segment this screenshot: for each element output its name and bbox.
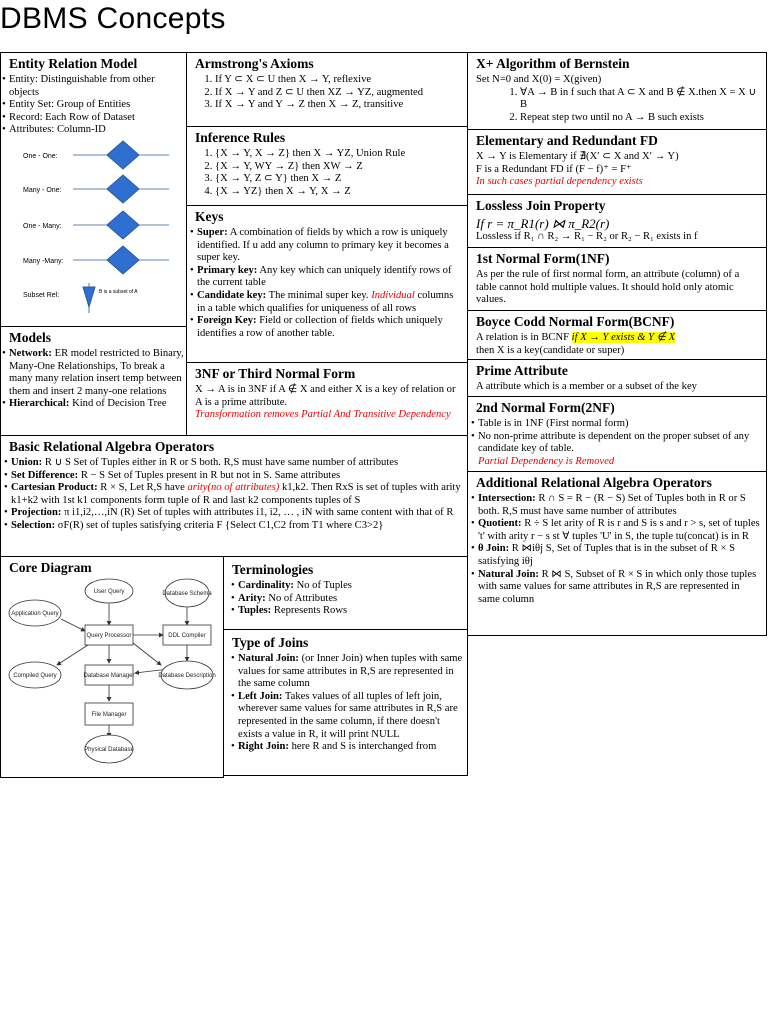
bcnf-highlight: if X → Y exists & Y ∉ X: [571, 332, 676, 343]
armstrong-heading: Armstrong's Axioms: [195, 56, 314, 71]
core-diagram: [1, 577, 223, 777]
elementary-line: F is a Redundant FD if (F − f)⁺ = F⁺: [476, 163, 632, 175]
relalg-item: • Selection: σF(R) set of tuples satisfying criteria F {Select C1,C2 from T1 where C3>2}: [11, 520, 461, 533]
models-item: • Network: ER model restricted to Binary, Many-One Relationships, To break a many many relation insert temp between them and insert 2 many-one relations: [9, 348, 186, 398]
relalg-item: • Cartesian Product: R × S, Let R,S have arity(no of attributes) k1,k2. Then RxS is set of tuples with arity k1+k2 with 1st k1 components form tuple of R and last k2 components tuples of S: [11, 482, 461, 507]
relalg-panel: [0, 435, 468, 557]
inference-panel: [186, 126, 468, 206]
addalg-item: • θ Join: R ⋈iθj S, Set of Tuples that is in the subset of R × S satisfying iθj: [478, 543, 762, 568]
joins-panel: [223, 629, 468, 776]
node-label: File Manager: [91, 712, 127, 718]
bcnf-panel: [467, 310, 767, 360]
relalg-item: • Projection: π i1,i2,…,iN (R) Set of tuples with attributes i1, i2, … , iN with same content with that of R: [11, 507, 461, 520]
diamond-icon: [107, 246, 139, 274]
er-item: • Record: Each Row of Dataset: [9, 112, 186, 125]
bernstein-intro: Set N=0 and X(0) = X(given): [476, 74, 602, 85]
prime-text: A attribute which is a member or a subset of the key: [476, 381, 697, 392]
er-label-subset: Subset Rel:: [23, 292, 60, 299]
inference-heading: Inference Rules: [195, 130, 286, 145]
elementary-line: X → Y is Elementary if ∄(X′ ⊂ X and X′ → Y): [476, 151, 679, 162]
er-label-many-one: Many - One:: [23, 187, 62, 194]
elementary-note: In such cases partial dependency exists: [476, 176, 643, 188]
elementary-heading: Elementary and Redundant FD: [476, 133, 658, 148]
node-label: User Query: [93, 589, 125, 595]
diamond-icon: [107, 175, 139, 203]
terms-item: • Cardinality: No of Tuples: [238, 580, 467, 593]
prime-panel: [467, 359, 767, 397]
terms-item: • Arity: No of Attributes: [238, 593, 467, 606]
relalg-item: • Union: R ∪ S Set of Tuples either in R or S both. R,S must have same number of attributes: [11, 457, 461, 470]
keys-heading: Keys: [195, 209, 224, 224]
addalg-item: • Intersection: R ∩ S = R − (R − S) Set of Tuples both in R or S both. R,S must have same number of attributes: [478, 493, 762, 518]
armstrong-panel: [186, 52, 468, 127]
node-label: DDL Compiler: [168, 633, 206, 639]
joins-item: • Left Join: Takes values of all tuples of left join, wherever same values for same attributes in R,S are represented in the same column, if there doesn't exists a value in R, it will print NULL: [238, 691, 463, 741]
twonf-heading: 2nd Normal Form(2NF): [476, 400, 615, 415]
armstrong-item: 1. If Y ⊂ X ⊂ U then X → Y, reflexive: [215, 74, 467, 87]
bernstein-step: 1. ∀A → B in f such that A ⊂ X and B ∉ X.then X = X ∪ B: [520, 87, 760, 112]
keys-item: • Candidate key: The minimal super key. Individual columns in a table which qualifies for uniqueness of all rows: [197, 290, 463, 315]
models-panel: [0, 326, 187, 436]
joins-heading: Type of Joins: [232, 635, 309, 650]
onenf-text: As per the rule of first normal form, an attribute (column) of a table cannot hold multiple values. It should hold only atomic values.: [476, 269, 740, 306]
diamond-icon: [107, 141, 139, 169]
threenf-heading: 3NF or Third Normal Form: [195, 366, 356, 381]
joins-item: • Natural Join: (or Inner Join) when tuples with same values for same attributes in R,S are represented in the same column: [238, 653, 463, 691]
models-heading: Models: [9, 330, 51, 345]
threenf-text: X → A is in 3NF if A ∉ X and either X is a key of relation or A is a prime attribute.: [195, 384, 456, 408]
diamond-icon: [107, 211, 139, 239]
bcnf-heading: Boyce Codd Normal Form(BCNF): [476, 314, 675, 329]
addalg-item: • Quotient: R ÷ S let arity of R is r and S is s and r > s, set of tuples 't' with arity r − s st ∀ tuples 'U' in S, the tuple tu(concat) is in R: [478, 518, 762, 543]
armstrong-item: 2. If X → Y and Z ⊂ U then XZ → YZ, augmented: [215, 87, 467, 100]
inference-item: 4. {X → YZ} then X → Y, X → Z: [215, 186, 467, 199]
relalg-item: • Set Difference: R − S Set of Tuples present in R but not in S. Same attributes: [11, 470, 461, 483]
terms-item: • Tuples: Represents Rows: [238, 605, 467, 618]
keys-item: • Foreign Key: Field or collection of fields which uniquely identifies a row of another table.: [197, 315, 463, 340]
twonf-item: • Table is in 1NF (First normal form): [478, 418, 762, 431]
core-diagram-panel: [0, 556, 224, 778]
twonf-note: Partial Dependency is Removed: [478, 455, 615, 467]
keys-item: • Primary key: Any key which can uniquely identify rows of the current table: [197, 265, 463, 290]
inference-item: 3. {X → Y, Z ⊂ Y} then X → Z: [215, 173, 467, 186]
triangle-icon: [83, 287, 95, 307]
core-heading: Core Diagram: [9, 560, 92, 575]
er-label-one-many: One - Many:: [23, 223, 62, 230]
models-item: • Hierarchical: Kind of Decision Tree: [9, 398, 186, 411]
node-label: Database Manager: [83, 673, 135, 679]
lossless-heading: Lossless Join Property: [476, 198, 606, 213]
bcnf-text: A relation is in BCNF if X → Y exists & Y ∉ X: [476, 332, 676, 343]
keys-panel: [186, 205, 468, 363]
terms-panel: [223, 556, 468, 630]
node-label: Query Processor: [86, 633, 132, 639]
threenf-note: Transformation removes Partial And Transitive Dependency: [195, 409, 451, 421]
node-label: Application Query: [11, 611, 59, 617]
er-item: • Entity: Distinguishable from other objects: [9, 74, 186, 99]
er-label-many-many: Many -Many:: [23, 258, 64, 265]
er-item: • Entity Set: Group of Entities: [9, 99, 186, 112]
bernstein-step: 2. Repeat step two until no A → B such exists: [520, 112, 760, 125]
twonf-panel: [467, 396, 767, 472]
elementary-panel: [467, 129, 767, 195]
er-label-one-one: One - One:: [23, 153, 58, 160]
armstrong-item: 3. If X → Y and Y → Z then X → Z, transitive: [215, 99, 467, 112]
er-relationship-diagram: [1, 137, 186, 327]
er-heading: Entity Relation Model: [9, 56, 138, 71]
page-title: DBMS Concepts: [0, 2, 226, 35]
inference-item: 2. {X → Y, WY → Z} then XW → Z: [215, 161, 467, 174]
inference-item: 1. {X → Y, X → Z} then X → YZ, Union Rule: [215, 148, 467, 161]
er-model-panel: [0, 52, 187, 327]
threenf-panel: [186, 362, 468, 436]
onenf-panel: [467, 247, 767, 311]
bernstein-panel: [467, 52, 767, 130]
lossless-line: If r = π_R1(r) ⋈ π_R2(r): [476, 216, 610, 231]
node-label: Database Description: [158, 673, 216, 679]
er-item: • Attributes: Column-ID: [9, 124, 186, 137]
lossless-line: Lossless if R₁ ∩ R₂ → R₁ − R₂ or R₂ − R₁ exists in f: [476, 231, 698, 242]
lossless-panel: [467, 194, 767, 248]
prime-heading: Prime Attribute: [476, 363, 568, 378]
keys-item: • Super: A combination of fields by which a row is uniquely identified. If u add any column to primary key it becomes a super key.: [197, 227, 463, 265]
node-label: Database Schema: [162, 591, 212, 597]
addalg-heading: Additional Relational Algebra Operators: [476, 475, 712, 490]
terms-heading: Terminologies: [232, 562, 314, 577]
twonf-item: • No non-prime attribute is dependent on the proper subset of any candidate key of table.: [478, 431, 762, 456]
node-label: Compiled Query: [13, 673, 57, 679]
relalg-heading: Basic Relational Algebra Operators: [9, 439, 215, 454]
addalg-item: • Natural Join: R ⋈ S, Subset of R × S in which only those tuples with same values for same attributes in R,S are represented in same column: [478, 569, 762, 607]
node-label: Physical Database: [84, 747, 134, 753]
bcnf-text: then X is a key(candidate or super): [476, 344, 625, 356]
bernstein-heading: X+ Algorithm of Bernstein: [476, 56, 630, 71]
addalg-panel: [467, 471, 767, 636]
er-subset-note: B is a subset of A: [99, 289, 138, 295]
onenf-heading: 1st Normal Form(1NF): [476, 251, 610, 266]
joins-item: • Right Join: here R and S is interchanged from: [238, 741, 463, 754]
